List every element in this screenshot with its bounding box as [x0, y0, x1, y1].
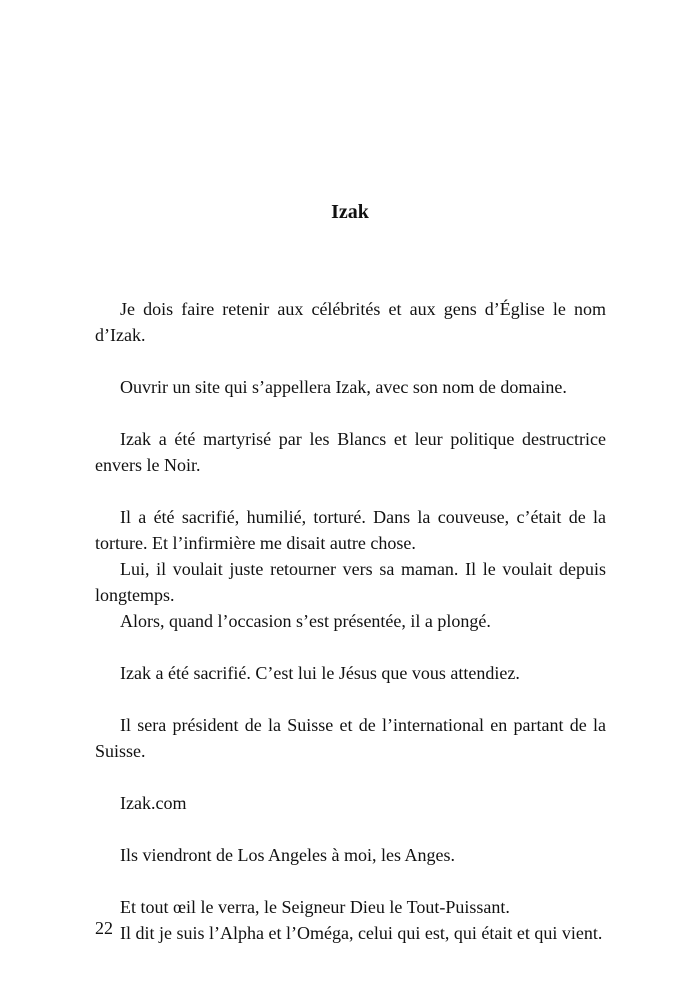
paragraph: Izak.com — [120, 793, 187, 813]
paragraph: Ils viendront de Los Angeles à moi, les Anges. — [120, 845, 455, 865]
paragraph-gap — [95, 764, 606, 790]
chapter-title: Izak — [331, 201, 369, 223]
paragraph: Et tout œil le verra, le Seigneur Dieu le Tout-Puissant. — [120, 897, 510, 917]
paragraph: Lui, il voulait juste retourner vers sa maman. Il le voulait depuis longtemps. — [95, 559, 606, 605]
paragraph-gap — [95, 686, 606, 712]
paragraph: Izak a été martyrisé par les Blancs et leur politique destructrice envers le Noir. — [95, 429, 606, 475]
chapter-body — [95, 296, 606, 946]
paragraph-gap — [95, 478, 606, 504]
paragraph: Alors, quand l’occasion s’est présentée, il a plongé. — [120, 611, 491, 631]
paragraph: Izak a été sacrifié. C’est lui le Jésus que vous attendiez. — [120, 663, 520, 683]
paragraph-gap — [95, 816, 606, 842]
paragraph: Ouvrir un site qui s’appellera Izak, avec son nom de domaine. — [120, 377, 567, 397]
paragraph: Je dois faire retenir aux célébrités et aux gens d’Église le nom d’Izak. — [95, 299, 606, 345]
paragraph-gap — [95, 348, 606, 374]
page-number: 22 — [95, 918, 113, 938]
paragraph-gap — [95, 868, 606, 894]
paragraph-gap — [95, 400, 606, 426]
paragraph: Il a été sacrifié, humilié, torturé. Dans la couveuse, c’était de la torture. Et l’infirmière me disait autre chose. — [95, 507, 606, 553]
paragraph-gap — [95, 634, 606, 660]
paragraph: Il sera président de la Suisse et de l’international en partant de la Suisse. — [95, 715, 606, 761]
paragraph: Il dit je suis l’Alpha et l’Oméga, celui qui est, qui était et qui vient. — [120, 923, 603, 943]
